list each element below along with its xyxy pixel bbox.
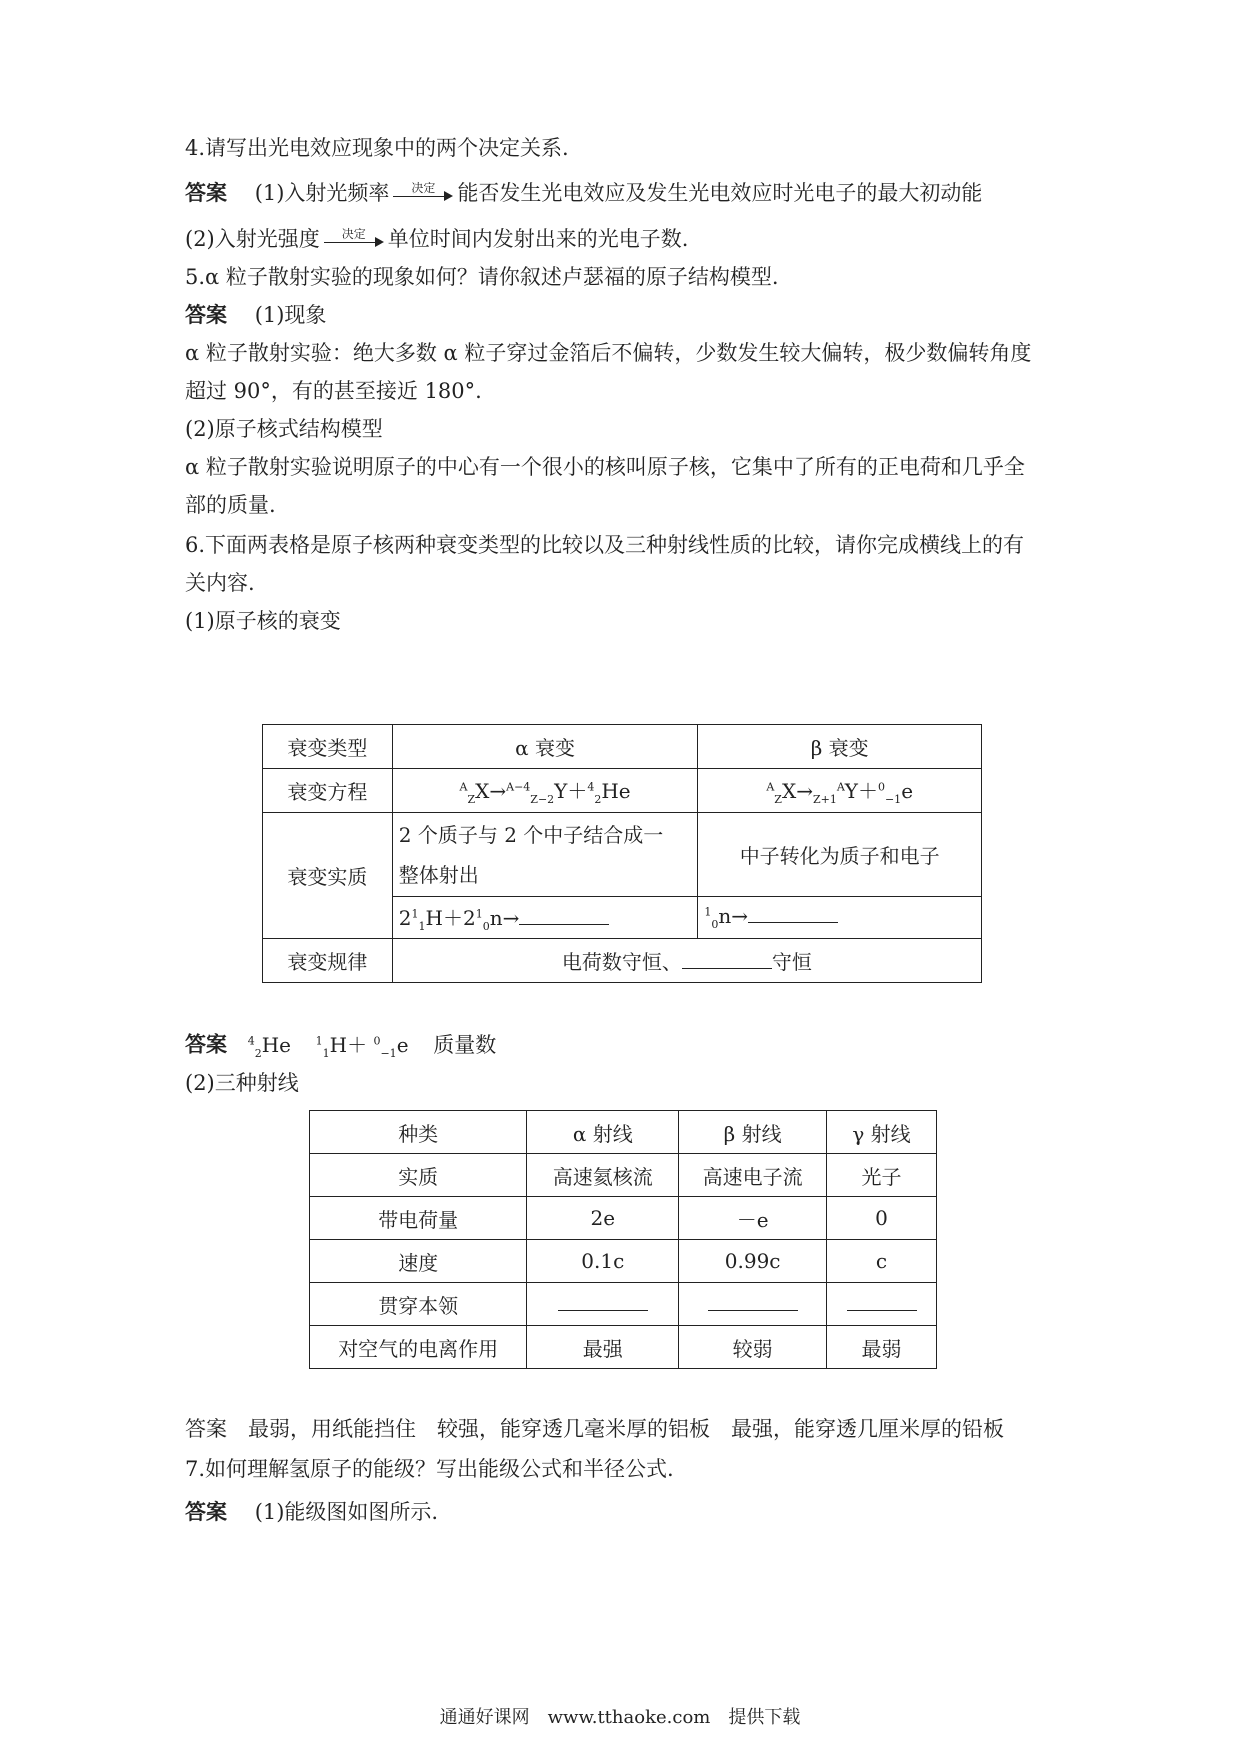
ray-cell: c <box>827 1240 937 1283</box>
answer-helium: $^4_2$He <box>247 1032 291 1060</box>
ray-header: α 射线 <box>527 1111 679 1154</box>
decay-row-law-label: 衰变规律 <box>263 939 393 983</box>
q5-question: 5.α 粒子散射实验的现象如何？请你叙述卢瑟福的原子结构模型. <box>185 265 779 289</box>
ray-cell: －e <box>679 1197 827 1240</box>
q5-p2-title: (2)原子核式结构模型 <box>185 417 383 441</box>
answer-label: 答案 <box>185 1031 227 1057</box>
determine-arrow-icon: 决定 <box>393 185 453 205</box>
q7-question: 7.如何理解氢原子的能级？写出能级公式和半径公式. <box>185 1457 674 1481</box>
decay-table <box>262 724 982 983</box>
ray-cell: 0.99c <box>679 1240 827 1283</box>
ray-header: β 射线 <box>679 1111 827 1154</box>
decay-header-alpha: α 衰变 <box>392 725 698 769</box>
q4-answer-1 <box>185 178 1065 208</box>
q7-answer <box>185 1497 1065 1527</box>
q5-p2-line1: α 粒子散射实验说明原子的中心有一个很小的核叫原子核，它集中了所有的正电荷和几乎全 <box>185 455 1025 479</box>
q5-p2-line2: 部的质量. <box>185 493 276 517</box>
q4-a2-prefix: (2)入射光强度 <box>185 227 320 251</box>
ray-cell: 0.1c <box>527 1240 679 1283</box>
decay-row-equation-label: 衰变方程 <box>263 769 393 813</box>
ray-cell: 高速电子流 <box>679 1154 827 1197</box>
alpha-essence-equation: $2^1_1H+2^1_0n\to$ <box>392 897 698 939</box>
q5-answer-head <box>185 300 1065 330</box>
q4-question: 4.请写出光电效应现象中的两个决定关系. <box>185 136 569 160</box>
ray-cell-blank <box>827 1283 937 1326</box>
q6-answer-1 <box>185 1026 1065 1069</box>
ray-cell: 高速氦核流 <box>527 1154 679 1197</box>
decay-row-essence-label: 衰变实质 <box>263 813 393 939</box>
ray-cell: 光子 <box>827 1154 937 1197</box>
ray-cell: 对空气的电离作用 <box>310 1326 527 1369</box>
ray-cell-blank <box>679 1283 827 1326</box>
q4-a1-suffix: 能否发生光电效应及发生光电效应时光电子的最大初动能 <box>457 181 983 205</box>
ray-cell: 实质 <box>310 1154 527 1197</box>
decay-law-text: 电荷数守恒、 守恒 <box>392 939 981 983</box>
blank-beta-penetration <box>708 1292 798 1311</box>
alpha-decay-equation: $^A_Z$X→$^{A-4}_{Z-2}$Y＋$^4_2$He <box>392 769 698 813</box>
page-footer: 通通好课网 www.tthaoke.com 提供下载 <box>439 1707 801 1728</box>
blank-alpha-product <box>519 906 609 925</box>
answer-label: 答案 <box>185 1499 227 1524</box>
alpha-essence-text: 2 个质子与 2 个中子结合成一 整体射出 <box>392 813 698 897</box>
answer-mass-number: 质量数 <box>433 1032 497 1057</box>
beta-decay-equation: $^A_ZX\to_{Z+1}^AY+^0_{-1}e$ <box>698 769 982 813</box>
ray-header: γ 射线 <box>827 1111 937 1154</box>
ray-cell: 2e <box>527 1197 679 1240</box>
beta-essence-equation: $^1_0$n→ <box>698 897 982 939</box>
ray-table <box>309 1110 937 1369</box>
q5-p1-line1: α 粒子散射实验：绝大多数 α 粒子穿过金箔后不偏转，少数发生较大偏转，极少数偏转角度 <box>185 341 1032 365</box>
ray-cell: 0 <box>827 1197 937 1240</box>
blank-beta-product <box>748 904 838 923</box>
ray-cell: 贯穿本领 <box>310 1283 527 1326</box>
q4-answer-2 <box>185 224 1065 254</box>
q6-sub2-title: (2)三种射线 <box>185 1071 299 1095</box>
answer-label: 答案 <box>185 302 227 327</box>
q4-a1-prefix: (1)入射光频率 <box>254 181 390 205</box>
ray-header: 种类 <box>310 1111 527 1154</box>
ray-cell-blank <box>527 1283 679 1326</box>
ray-cell: 速度 <box>310 1240 527 1283</box>
blank-alpha-penetration <box>558 1292 648 1311</box>
ray-cell: 带电荷量 <box>310 1197 527 1240</box>
answer-label: 答案 <box>185 180 227 205</box>
blank-gamma-penetration <box>847 1292 917 1311</box>
q5-p1-line2: 超过 90°，有的甚至接近 180°. <box>185 379 482 403</box>
q6-question-line2: 关内容. <box>185 571 255 595</box>
q6-answer-2: 答案 最弱，用纸能挡住 较强，能穿透几毫米厚的铝板 最强，能穿透几厘米厚的铅板 <box>185 1417 1004 1441</box>
q6-sub1-title: (1)原子核的衰变 <box>185 609 341 633</box>
q6-question-line1: 6.下面两表格是原子核两种衰变类型的比较以及三种射线性质的比较，请你完成横线上的有 <box>185 533 1025 557</box>
q7-answer-text: (1)能级图如图所示. <box>254 1500 439 1524</box>
decay-header-beta: β 衰变 <box>698 725 982 769</box>
blank-law <box>682 950 772 969</box>
ray-cell: 最强 <box>527 1326 679 1369</box>
q5-p1-title: (1)现象 <box>254 303 327 327</box>
decay-header-type: 衰变类型 <box>263 725 393 769</box>
answer-proton-electron: $^1_1$H＋ $^0_{-1}$e <box>315 1032 409 1060</box>
determine-arrow-icon: 决定 <box>324 231 384 251</box>
q4-a2-suffix: 单位时间内发射出来的光电子数. <box>387 227 689 251</box>
ray-cell: 最弱 <box>827 1326 937 1369</box>
beta-essence-text: 中子转化为质子和电子 <box>698 813 982 897</box>
ray-cell: 较弱 <box>679 1326 827 1369</box>
